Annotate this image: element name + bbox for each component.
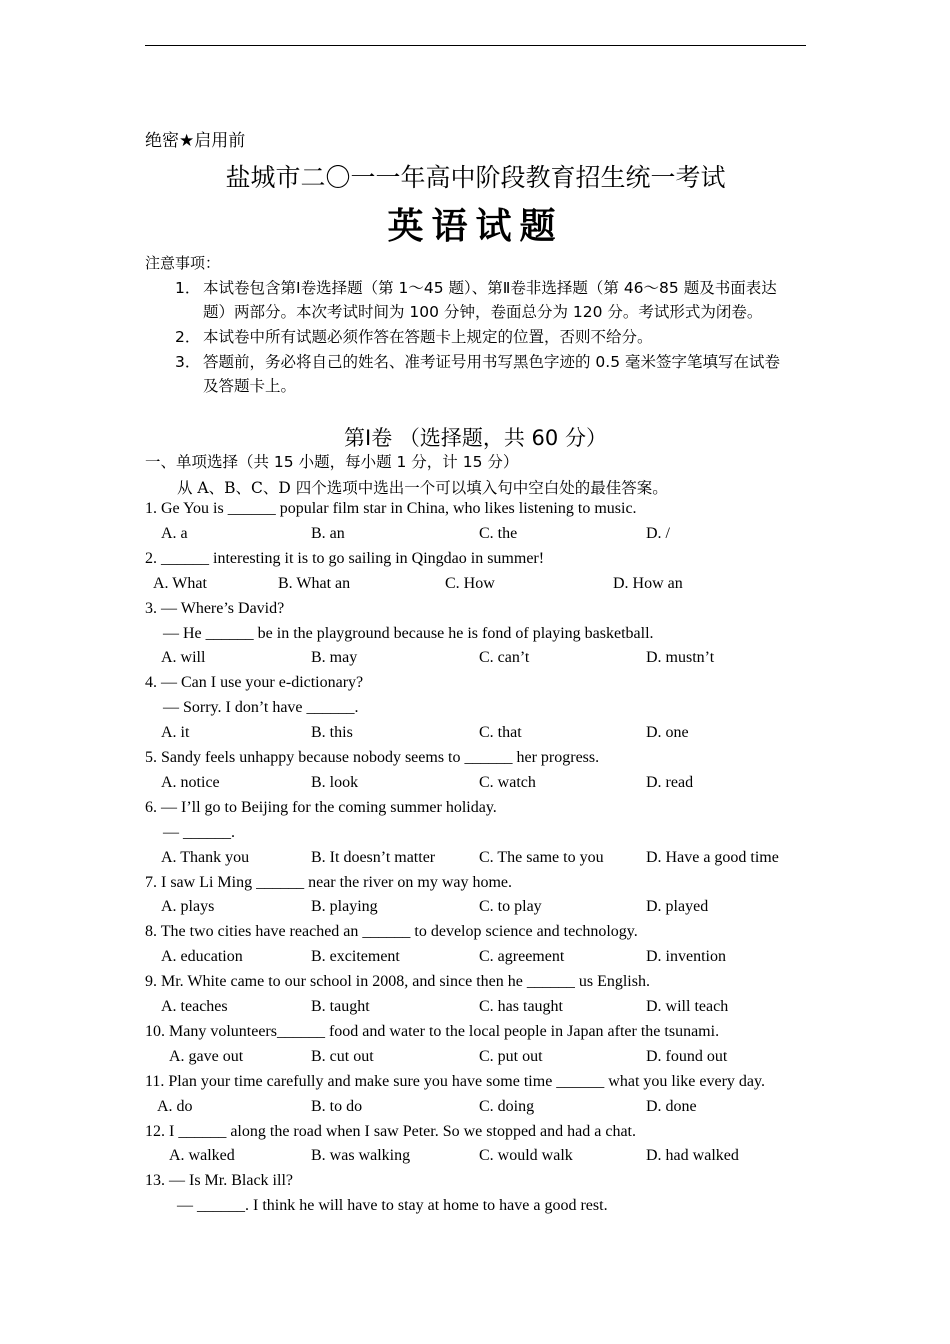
question-line: 6. — I’ll go to Beijing for the coming summer holiday.	[145, 798, 497, 816]
answer-option: A. do	[157, 1097, 193, 1115]
note-text: 本试卷包含第Ⅰ卷选择题（第 1～45 题）、第Ⅱ卷非选择题（第 46～85 题及书面表达	[203, 279, 777, 297]
answer-option: B. may	[311, 649, 358, 667]
question-line: 4. — Can I use your e-dictionary?	[145, 674, 364, 692]
question-line: 8. The two cities have reached an ______ to develop science and technology.	[145, 923, 638, 941]
answer-option: A. notice	[161, 773, 220, 791]
answer-option: D. played	[646, 898, 709, 916]
answer-option: C. would walk	[479, 1147, 573, 1165]
note-text: 及答题卡上。	[203, 377, 297, 395]
notes-heading: 注意事项：	[145, 254, 221, 272]
answer-option: D. one	[646, 724, 689, 742]
note-text: 本试卷中所有试题必须作答在答题卡上规定的位置，否则不给分。	[203, 328, 653, 346]
question-line: — Sorry. I don’t have ______.	[163, 699, 359, 717]
answer-option: D. read	[646, 773, 694, 791]
answer-option: D. had walked	[646, 1147, 739, 1165]
section-instruction: 从 A、B、C、D 四个选项中选出一个可以填入句中空白处的最佳答案。	[177, 479, 668, 497]
answer-option: B. this	[311, 724, 353, 742]
answer-option: C. the	[479, 524, 518, 542]
exam-title: 盐城市二〇一一年高中阶段教育招生统一考试	[225, 163, 726, 192]
note-text: 题）两部分。本次考试时间为 100 分钟，卷面总分为 120 分。考试形式为闭卷。	[203, 303, 763, 321]
question-line: 2. ______ interesting it is to go sailing in Qingdao in summer!	[145, 549, 545, 567]
answer-option: D. will teach	[646, 998, 729, 1015]
note-number: 3．	[175, 353, 201, 371]
answer-option: B. to do	[311, 1097, 363, 1115]
question-line: — He ______ be in the playground because he is fond of playing basketball.	[163, 624, 654, 642]
note-number: 1．	[175, 279, 201, 297]
answer-option: C. has taught	[479, 998, 563, 1015]
header-rule	[145, 45, 806, 46]
question-line: 9. Mr. White came to our school in 2008, and since then he ______ us English.	[145, 973, 650, 991]
question-line: — ______.	[163, 823, 235, 841]
answer-option: B. was walking	[311, 1147, 411, 1165]
answer-option: B. playing	[311, 898, 378, 916]
answer-option: D. /	[646, 524, 670, 542]
answer-option: D. found out	[646, 1047, 728, 1065]
question-line: 10. Many volunteers______ food and water to the local people in Japan after the tsunami.	[145, 1022, 720, 1040]
answer-option: C. that	[479, 724, 522, 742]
answer-option: C. to play	[479, 898, 542, 916]
answer-option: C. agreement	[479, 948, 565, 966]
answer-option: A. walked	[169, 1147, 235, 1165]
answer-option: D. Have a good time	[646, 848, 779, 866]
answer-option: C. The same to you	[479, 848, 604, 866]
question-line: 1. Ge You is ______ popular film star in China, who likes listening to music.	[145, 500, 637, 517]
question-line: 13. — Is Mr. Black ill?	[145, 1172, 293, 1190]
answer-option: A. Thank you	[161, 848, 250, 866]
answer-option: D. How an	[613, 574, 683, 592]
answer-option: A. education	[161, 948, 243, 966]
answer-option: B. an	[311, 524, 345, 542]
question-line: 5. Sandy feels unhappy because nobody seems to ______ her progress.	[145, 749, 600, 766]
note-item-1	[175, 276, 807, 324]
subject-title: 英语试题	[387, 205, 564, 247]
note-item-3	[175, 350, 807, 398]
answer-option: B. What an	[278, 574, 351, 592]
answer-option: B. excitement	[311, 948, 400, 966]
note-text: 答题前，务必将自己的姓名、准考证号用书写黑色字迹的 0.5 毫米签字笔填写在试卷	[203, 353, 781, 371]
answer-option: A. teaches	[161, 998, 228, 1015]
answer-option: A. What	[153, 574, 207, 592]
answer-option: C. watch	[479, 773, 536, 791]
note-number: 2．	[175, 328, 201, 346]
question-line: 11. Plan your time carefully and make sure you have some time ______ what you like every day.	[145, 1072, 765, 1090]
answer-option: B. cut out	[311, 1047, 374, 1065]
secret-label: 绝密★启用前	[145, 131, 246, 151]
answer-option: D. done	[646, 1097, 697, 1115]
answer-option: D. invention	[646, 948, 726, 966]
answer-option: B. look	[311, 773, 359, 791]
answer-option: C. How	[445, 574, 495, 592]
answer-option: A. gave out	[169, 1047, 244, 1065]
section-heading: 一、单项选择（共 15 小题，每小题 1 分，计 15 分）	[145, 453, 519, 471]
answer-option: B. It doesn’t matter	[311, 848, 436, 866]
answer-option: A. plays	[161, 898, 215, 916]
question-line: 7. I saw Li Ming ______ near the river on my way home.	[145, 873, 513, 891]
answer-option: C. put out	[479, 1047, 543, 1065]
answer-option: B. taught	[311, 998, 370, 1015]
question-line: — ______. I think he will have to stay at home to have a good rest.	[177, 1197, 608, 1215]
answer-option: A. will	[161, 649, 206, 667]
answer-option: C. can’t	[479, 649, 530, 667]
note-item-2	[175, 325, 807, 349]
answer-option: C. doing	[479, 1097, 535, 1115]
question-line: 3. — Where’s David?	[145, 599, 285, 617]
answer-option: A. a	[161, 524, 188, 542]
answer-option: A. it	[161, 724, 190, 742]
part-title: 第Ⅰ卷 （选择题，共 60 分）	[344, 426, 607, 450]
answer-option: D. mustn’t	[646, 649, 715, 667]
question-line: 12. I ______ along the road when I saw Peter. So we stopped and had a chat.	[145, 1122, 636, 1140]
